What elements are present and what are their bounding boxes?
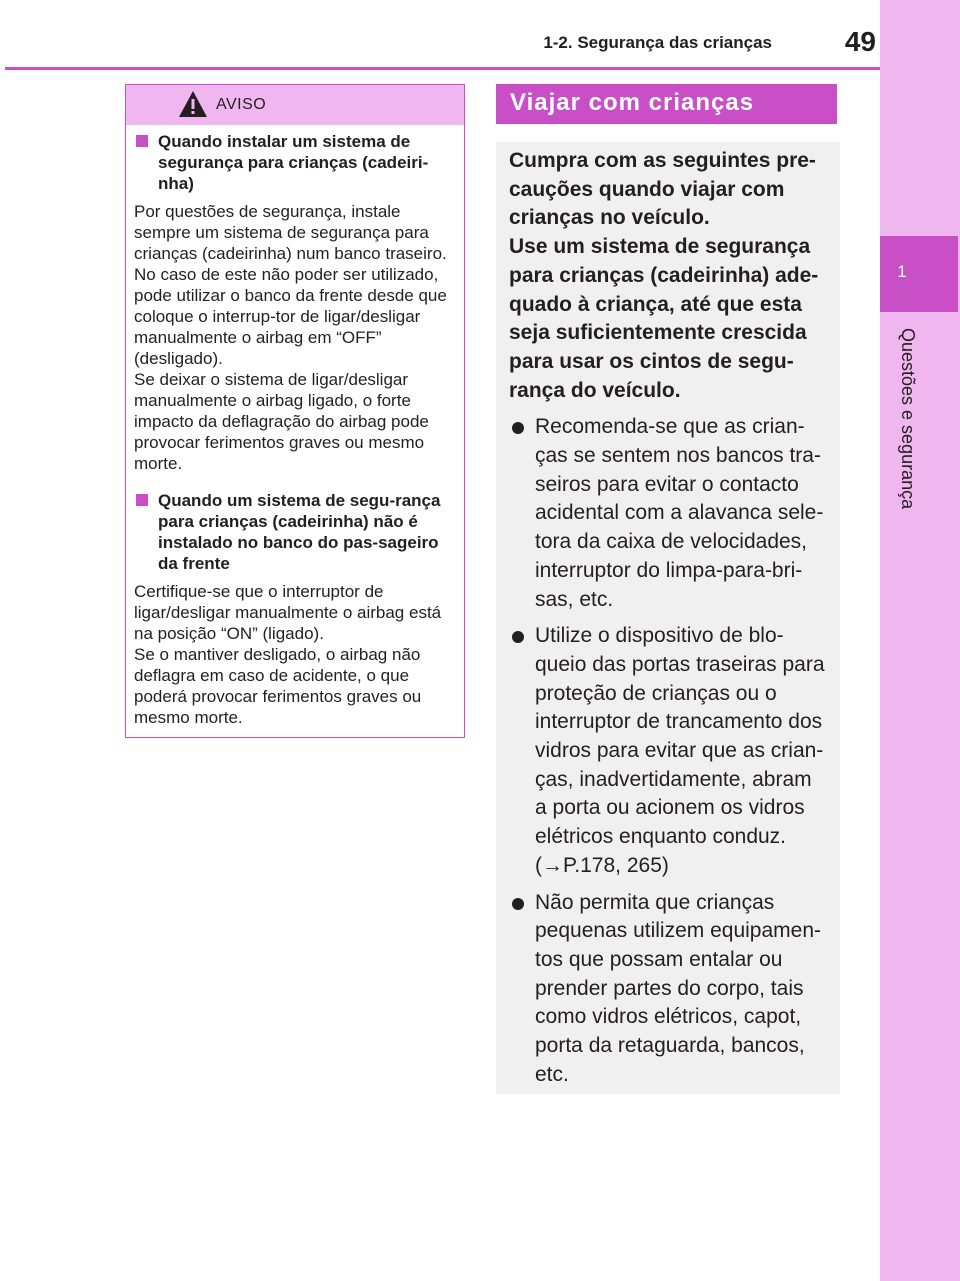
info-box	[496, 142, 840, 1094]
bullet-icon	[512, 422, 524, 434]
section-title: Viajar com crianças	[510, 89, 755, 116]
warning-text: Certifique-se que o interruptor de ligar/desligar manualmente o airbag está na posição “ON” (ligado). Se o mantiver desligado, o airbag não deflagra em caso de acidente, o que poderá provocar ferimentos graves ou mesmo morte.	[134, 582, 442, 727]
section-heading-bar	[496, 84, 837, 124]
chapter-number: 1	[897, 262, 907, 281]
page-number: 49	[844, 26, 876, 57]
square-bullet-icon	[136, 135, 148, 147]
warning-text: Por questões de segurança, instale sempre um sistema de segurança para crianças (cadeirinha) num banco traseiro. No caso de este não poder ser utilizado, pode utilizar o banco da frente desde que coloque o interrup-tor de ligar/desligar manualmente o airbag em “OFF” (desligado). Se deixar o sistema de ligar/desligar manualmente o airbag ligado, o forte impacto da deflagração do airbag pode provocar ferimentos graves ou mesmo morte.	[134, 202, 447, 473]
intro-text: Cumpra com as seguintes pre-cauções quando viajar com crianças no veículo. Use um sistema de segurança para crianças (cadeirinha) ade-quado à criança, até que esta seja suficientemente crescida para usar os cintos de segu-rança do veículo.	[509, 149, 819, 402]
warning-header	[126, 85, 464, 125]
side-tab-strip	[880, 0, 960, 1281]
square-bullet-icon	[136, 494, 148, 506]
bullet-icon	[512, 631, 524, 643]
warning-heading: Quando instalar um sistema de segurança para crianças (cadeiri-nha)	[134, 131, 450, 194]
list-item: Recomenda-se que as crian-ças se sentem nos bancos tra-seiros para evitar o contacto acidental com a alavanca sele-tora da caixa de velocidades, interruptor do limpa-para-bri-sas, etc.	[509, 413, 828, 614]
warning-triangle-icon	[178, 90, 208, 118]
warning-heading: Quando um sistema de segu-rança para crianças (cadeirinha) não é instalado no banco do pas-sageiro da frente	[134, 490, 450, 574]
section-header: 1-2. Segurança das crianças	[543, 33, 772, 52]
chapter-title: Questões e segurança	[898, 328, 918, 510]
list-item: Utilize o dispositivo de blo-queio das portas traseiras para proteção de crianças ou o interruptor de trancamento dos vidros para evitar que as crian-ças, inadvertidamente, abram a porta ou acionem os vidros elétricos enquanto conduz. (→P.178, 265)	[509, 622, 828, 880]
warning-box	[125, 84, 465, 738]
bullet-icon	[512, 898, 524, 910]
header-rule	[5, 67, 880, 70]
list-item: Não permita que crianças pequenas utilizem equipamen-tos que possam entalar ou prender partes do corpo, tais como vidros elétricos, capot, porta da retaguarda, bancos, etc.	[509, 889, 828, 1090]
warning-label: AVISO	[216, 96, 267, 113]
